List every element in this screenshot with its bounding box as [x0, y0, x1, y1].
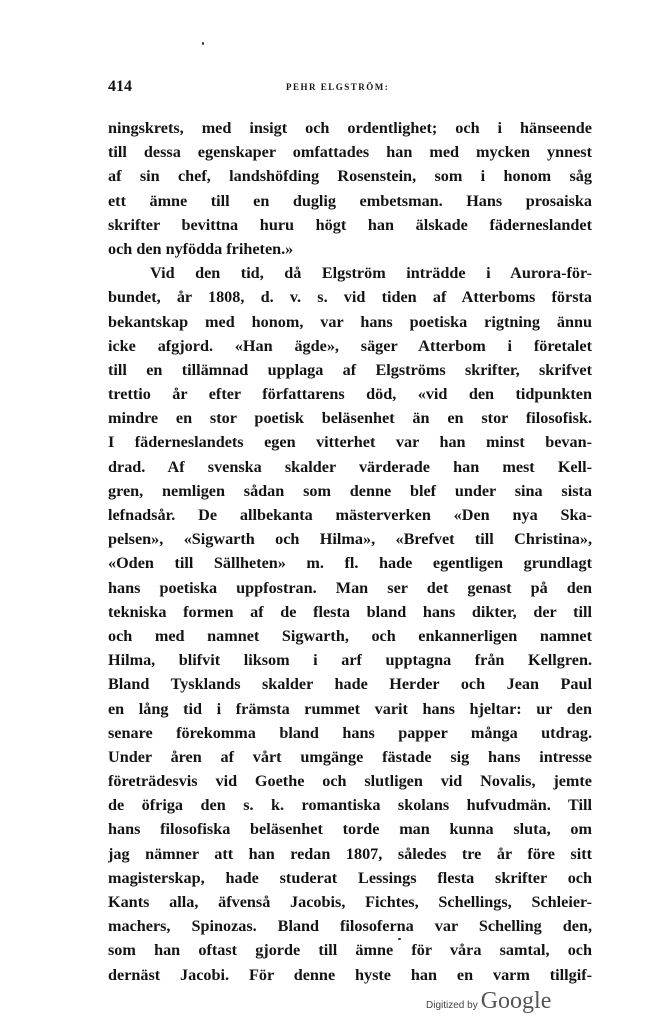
- text-line: dernäst Jacobi. För denne hyste han en varm tillgif-: [108, 965, 592, 984]
- text-line: bundet, år 1808, d. v. s. vid tiden af Atterboms första: [108, 288, 592, 307]
- digitized-by-google-mark: [426, 988, 551, 1018]
- page-header: [108, 78, 592, 100]
- text-line: företrädesvis vid Goethe och slutligen vid Novalis, jemte: [108, 772, 592, 791]
- page-number: 414: [108, 78, 132, 95]
- text-line: till en tillämnad upplaga af Elgströms skrifter, skrifvet: [108, 360, 592, 379]
- body-text: [108, 116, 592, 987]
- text-line: ett ämne till en duglig embetsman. Hans prosaiska: [108, 191, 592, 210]
- text-line: en lång tid i främsta rummet varit hans hjeltar: ur den: [108, 699, 592, 718]
- text-line: icke afgjord. «Han ägde», säger Atterbom i företalet: [108, 336, 592, 355]
- text-line: och med namnet Sigwarth, och enkannerligen namnet: [108, 626, 592, 645]
- running-head: PEHR ELGSTRÖM:: [286, 82, 390, 92]
- text-line: af sin chef, landshöfding Rosenstein, som i honom såg: [108, 167, 592, 186]
- text-line: bekantskap med honom, var hans poetiska rigtning ännu: [108, 312, 592, 331]
- text-line: och den nyfödda friheten.»: [108, 239, 294, 258]
- text-line: tekniska formen af de flesta bland hans dikter, der till: [108, 602, 592, 621]
- text-line: de öfriga den s. k. romantiska skolans hufvudmän. Till: [108, 796, 592, 815]
- text-line: Bland Tysklands skalder hade Herder och Jean Paul: [108, 675, 592, 694]
- text-line: drad. Af svenska skalder värderade han mest Kell-: [108, 457, 592, 476]
- google-logo: Google: [480, 988, 552, 1014]
- text-line: Under åren af vårt umgänge fästade sig hans intresse: [108, 747, 592, 766]
- text-line: lefnadsår. De allbekanta mästerverken «Den nya Ska-: [108, 506, 592, 524]
- text-line: skrifter bevittna huru högt han älskade fäderneslandet: [108, 215, 592, 234]
- text-line: senare förekomma bland hans papper många utdrag.: [108, 723, 592, 742]
- text-line: pelsen», «Sigwarth och Hilma», «Brefvet till Christina»,: [108, 530, 592, 549]
- text-line: som han oftast gjorde till ämne för våra samtal, och: [108, 941, 592, 960]
- ink-speck: [202, 42, 204, 45]
- text-line: trettio år efter författarens död, «vid den tidpunkten: [108, 385, 592, 404]
- text-line: magisterskap, hade studerat Lessings flesta skrifter och: [108, 868, 592, 887]
- text-line: Kants alla, äfvenså Jacobis, Fichtes, Schellings, Schleier-: [108, 893, 592, 911]
- text-line: I fäderneslandets egen vitterhet var han minst bevan-: [108, 433, 592, 452]
- text-line: Vid den tid, då Elgström inträdde i Aurora-för-: [150, 264, 592, 283]
- text-line: machers, Spinozas. Bland filosoferna var Schelling den,: [108, 917, 592, 936]
- text-line: mindre en stor poetisk beläsenhet än en stor filosofisk.: [108, 409, 592, 428]
- digitized-label: Digitized by: [426, 1000, 478, 1011]
- text-line: hans filosofiska beläsenhet torde man kunna sluta, om: [108, 820, 592, 839]
- text-line: till dessa egenskaper omfattades han med mycken ynnest: [108, 143, 592, 162]
- text-line: gren, nemligen sådan som denne blef under sina sista: [108, 481, 592, 500]
- text-line: jag nämner att han redan 1807, således tre år före sitt: [108, 844, 592, 863]
- text-line: hans poetiska uppfostran. Man ser det genast på den: [108, 578, 592, 597]
- text-line: Hilma, blifvit liksom i arf upptagna från Kellgren.: [108, 651, 592, 670]
- text-line: «Oden till Sällheten» m. fl. hade egentligen grundlagt: [108, 554, 592, 573]
- text-line: ningskrets, med insigt och ordentlighet; och i hänseende: [108, 119, 592, 137]
